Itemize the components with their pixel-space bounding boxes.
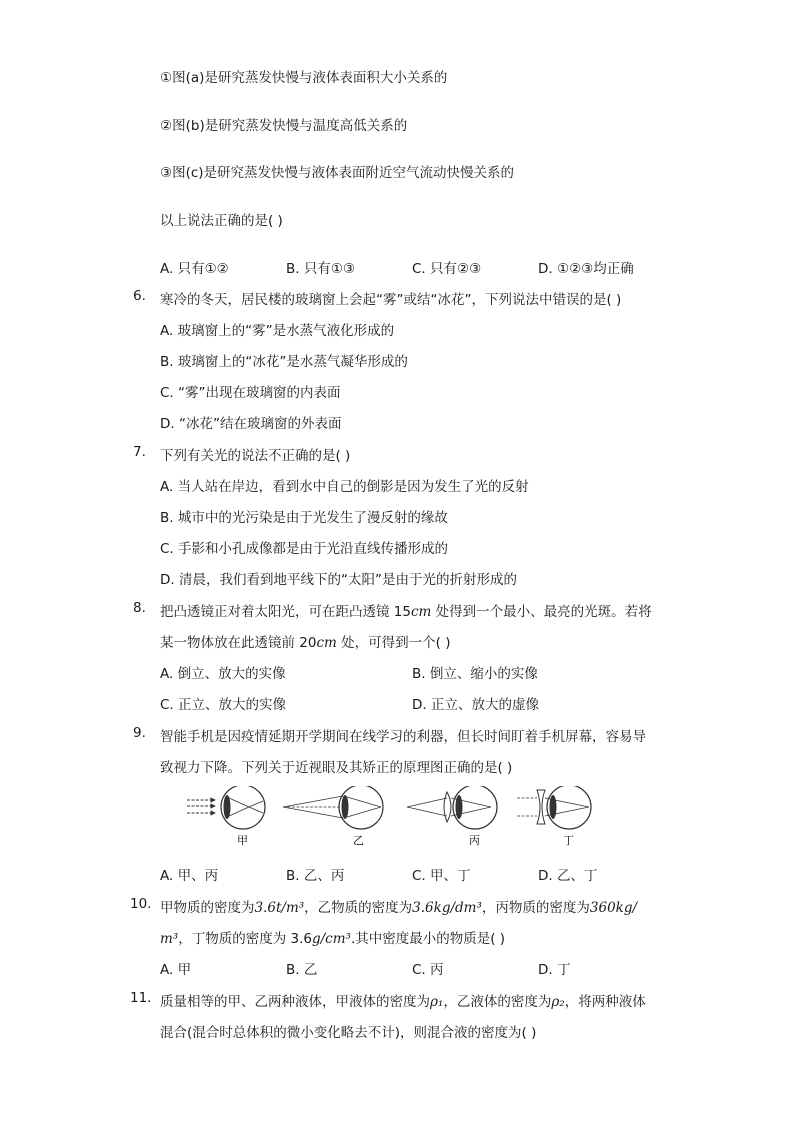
q9-stem-line1: 智能手机是因疫情延期开学期间在线学习的利器，但长时间盯着手机屏幕，容易导 [160, 729, 646, 745]
q7-option-a[interactable]: A. 当人站在岸边，看到水中自己的倒影是因为发生了光的反射 [160, 479, 529, 495]
q7-option-b[interactable]: B. 城市中的光污染是由于光发生了漫反射的缘故 [160, 510, 448, 526]
q6-option-a[interactable]: A. 玻璃窗上的“雾”是水蒸气液化形成的 [160, 323, 395, 339]
q9-stem-line2: 致视力下降。下列关于近视眼及其矫正的原理图正确的是( ) [160, 760, 513, 776]
diagram-jia [187, 786, 265, 847]
statement-1: ①图(a)是研究蒸发快慢与液体表面积大小关系的 [160, 70, 448, 86]
q5-choice-d[interactable]: D. ①②③均正确 [538, 261, 634, 277]
diagram-yi [283, 786, 383, 847]
q5-choice-b[interactable]: B. 只有①③ [286, 261, 356, 277]
label-yi: 乙 [353, 834, 364, 847]
myopia-eye-diagrams [185, 786, 615, 850]
q6-option-b[interactable]: B. 玻璃窗上的“冰花”是水蒸气凝华形成的 [160, 354, 408, 370]
statement-question: 以上说法正确的是( ) [160, 213, 283, 229]
statement-3: ③图(c)是研究蒸发快慢与液体表面附近空气流动快慢关系的 [160, 165, 515, 181]
q11-number: 11. [130, 990, 152, 1006]
q9-choice-b[interactable]: B. 乙、丙 [286, 868, 345, 884]
q9-choice-d[interactable]: D. 乙、丁 [538, 868, 598, 884]
q8-option-d[interactable]: D. 正立、放大的虚像 [412, 697, 539, 713]
label-bing: 丙 [469, 834, 480, 847]
q8-stem-line1: 把凸透镜正对着太阳光，可在距凸透镜 15cm 处得到一个最小、最亮的光斑。若将 [160, 604, 652, 620]
q8-option-a[interactable]: A. 倒立、放大的实像 [160, 666, 286, 682]
q8-option-b[interactable]: B. 倒立、缩小的实像 [412, 666, 538, 682]
q8-number: 8. [133, 600, 146, 616]
q9-number: 9. [133, 725, 146, 741]
diagram-ding [517, 786, 591, 847]
q7-option-c[interactable]: C. 手影和小孔成像都是由于光沿直线传播形成的 [160, 541, 449, 557]
label-jia: 甲 [237, 834, 248, 847]
q6-number: 6. [133, 288, 146, 304]
q11-stem-line2: 混合(混合时总体积的微小变化略去不计)，则混合液的密度为( ) [160, 1025, 537, 1041]
q5-choice-c[interactable]: C. 只有②③ [412, 261, 482, 277]
q10-number: 10. [130, 896, 152, 912]
q6-option-d[interactable]: D. “冰花”结在玻璃窗的外表面 [160, 416, 342, 432]
q8-stem-line2: 某一物体放在此透镜前 20cm 处，可得到一个( ) [160, 635, 451, 651]
q10-stem-line1: 甲物质的密度为3.6t/m³，乙物质的密度为3.6kg/dm³，丙物质的密度为360kg/ [160, 900, 638, 916]
q11-stem-line1: 质量相等的甲、乙两种液体，甲液体的密度为ρ₁，乙液体的密度为ρ₂，将两种液体 [160, 994, 646, 1010]
q10-choice-b[interactable]: B. 乙 [286, 962, 318, 978]
q7-stem: 下列有关光的说法不正确的是( ) [160, 448, 351, 464]
q8-option-c[interactable]: C. 正立、放大的实像 [160, 697, 287, 713]
q9-choice-a[interactable]: A. 甲、丙 [160, 868, 219, 884]
q5-choice-a[interactable]: A. 只有①② [160, 261, 229, 277]
statement-2: ②图(b)是研究蒸发快慢与温度高低关系的 [160, 118, 408, 134]
q7-option-d[interactable]: D. 清晨，我们看到地平线下的“太阳”是由于光的折射形成的 [160, 572, 517, 588]
diagram-bing [407, 786, 497, 847]
q7-number: 7. [133, 444, 146, 460]
q10-choice-a[interactable]: A. 甲 [160, 962, 192, 978]
label-ding: 丁 [563, 834, 574, 847]
q10-choice-d[interactable]: D. 丁 [538, 962, 571, 978]
q10-stem-line2: m³，丁物质的密度为 3.6g/cm³.其中密度最小的物质是( ) [160, 931, 506, 947]
q10-choice-c[interactable]: C. 丙 [412, 962, 444, 978]
q6-option-c[interactable]: C. “雾”出现在玻璃窗的内表面 [160, 385, 341, 401]
q6-stem: 寒冷的冬天，居民楼的玻璃窗上会起“雾”或结“冰花”，下列说法中错误的是( ) [160, 292, 622, 308]
q9-choice-c[interactable]: C. 甲、丁 [412, 868, 471, 884]
